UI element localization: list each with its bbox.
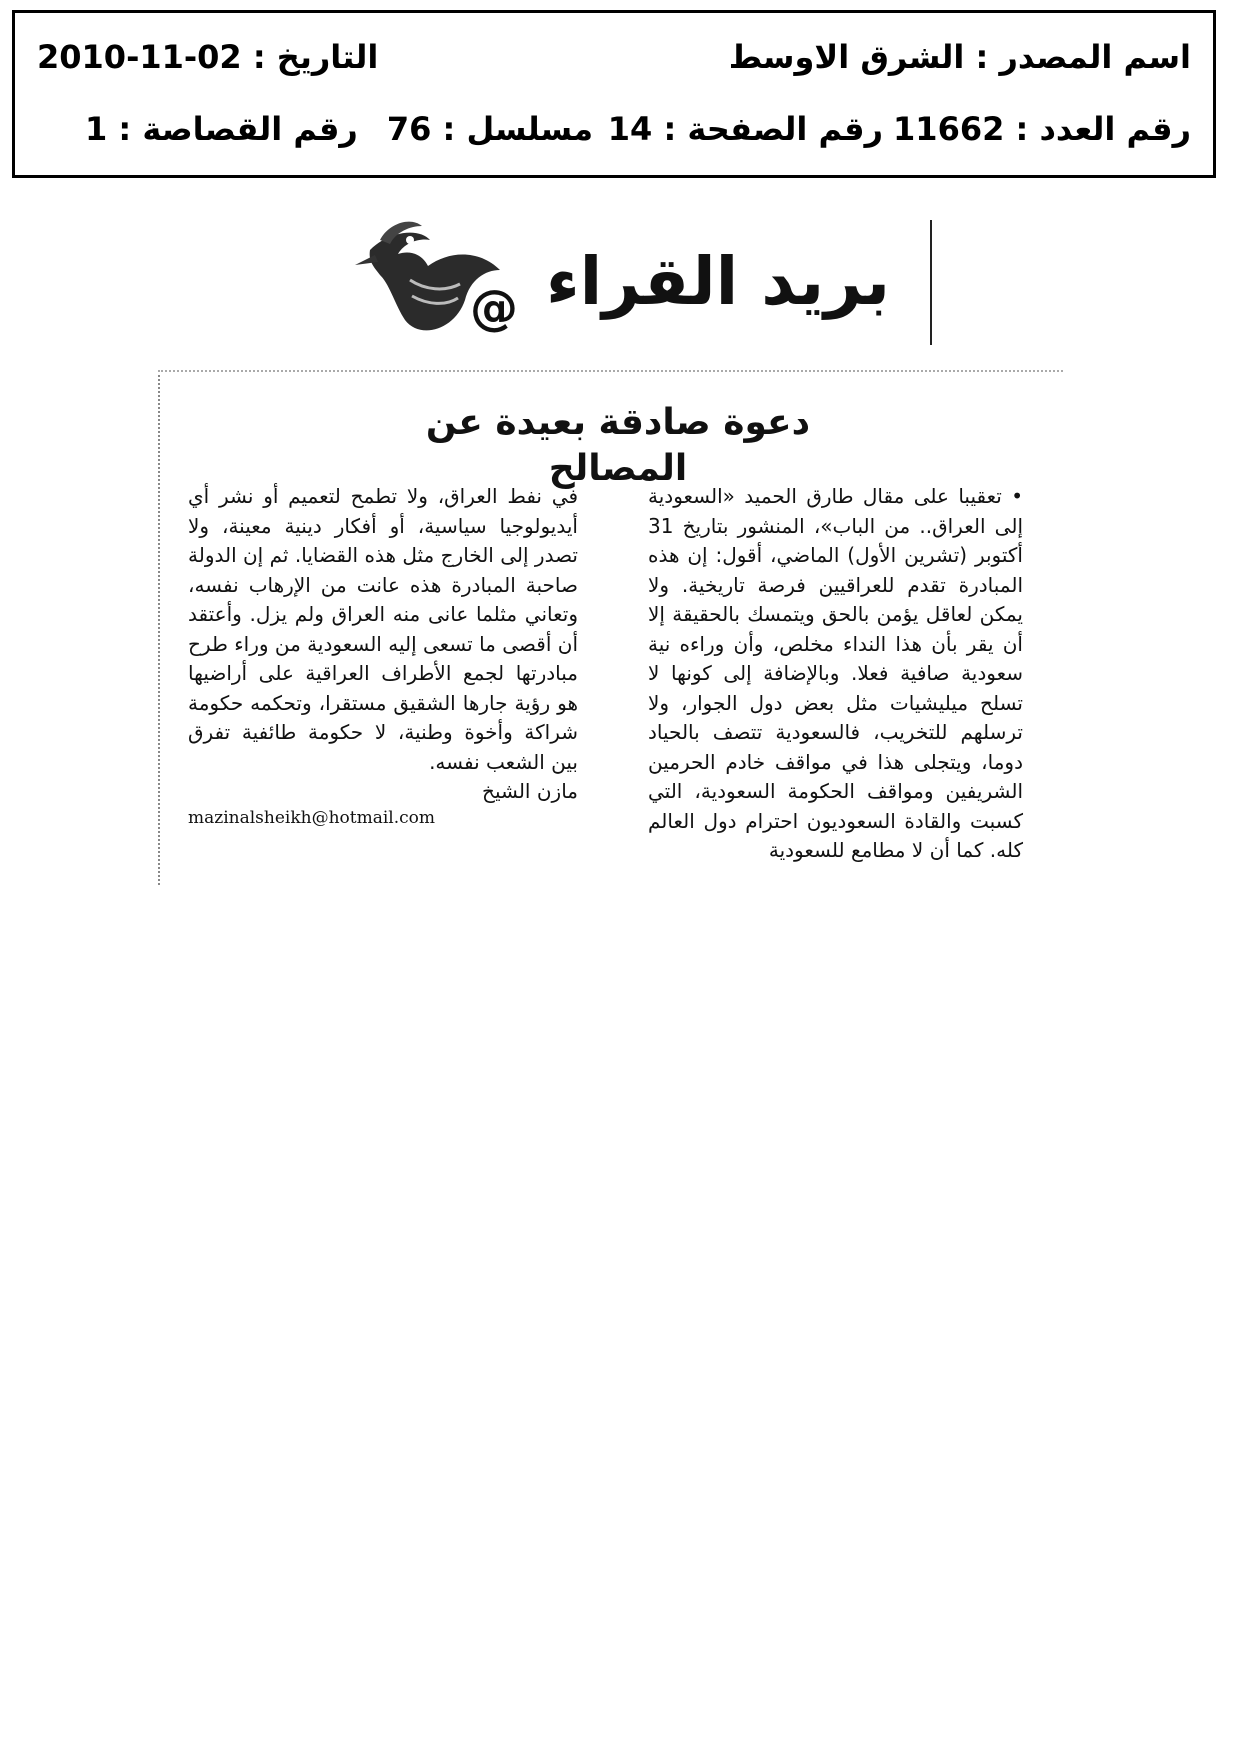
page-field — [608, 109, 883, 149]
issue-label: رقم العدد : — [1015, 110, 1191, 148]
serial-field — [387, 109, 593, 149]
article-title: دعوة صادقة بعيدة عن المصالح — [425, 402, 811, 489]
article-column-left — [188, 482, 578, 831]
serial-value: 76 — [386, 110, 432, 148]
at-sign-icon: @ — [470, 280, 518, 336]
page-label: رقم الصفحة : — [663, 110, 883, 148]
section-divider — [930, 220, 932, 345]
bird-icon — [350, 210, 510, 350]
page-value: 14 — [607, 110, 653, 148]
clip-label: رقم القصاصة : — [118, 110, 358, 148]
section-title: بريد القراء — [545, 243, 890, 320]
article-paragraph: • تعقيبا على مقال طارق الحميد «السعودية إلى العراق.. من الباب»، المنشور بتاريخ 31 أكتوبر (تشرين الأول) الماضي، أقول: إن هذه المبادرة تقدم للعراقيين فرصة تاريخية. ولا يمكن لعاقل يؤمن بالحق ويتمسك بالحقيقة إلا أن يقر بأن هذا النداء مخلص، وأن وراءه نية سعودية صافية فعلا. وبالإضافة إلى كونها لا تسلح ميليشيات مثل بعض دول الجوار، ولا ترسلهم للتخريب، فالسعودية تتصف بالحياد دوما، ويتجلى هذا في مواقف خادم الحرمين الشريفين ومواقف الحكومة السعودية، التي كسبت والقادة السعوديون احترام دول العالم كله. كما أن لا مطامع للسعودية — [648, 484, 1023, 862]
clipping-info-box — [12, 10, 1216, 178]
clip-value: 1 — [85, 110, 108, 148]
issue-field — [893, 109, 1191, 149]
article-column-right — [648, 482, 1023, 866]
date-value: 2010-11-02 — [37, 38, 242, 76]
article-clipping — [158, 370, 1070, 890]
date-label: التاريخ : — [252, 38, 379, 76]
author-name: مازن الشيخ — [482, 779, 578, 803]
clipping-edge-left — [158, 370, 160, 885]
source-field — [729, 37, 1191, 77]
source-value: الشرق الاوسط — [728, 38, 965, 76]
source-label: اسم المصدر : — [975, 38, 1191, 76]
issue-value: 11662 — [893, 110, 1005, 148]
clip-field — [85, 109, 358, 149]
article-paragraph: في نفط العراق، ولا تطمح لتعميم أو نشر أي أيديولوجيا سياسية، أو أفكار دينية معينة، ولا تصدر إلى الخارج مثل هذه القضايا. ثم إن الدولة صاحبة المبادرة هذه عانت من الإرهاب نفسه، وتعاني مثلما عانى منه العراق ولم يزل. وأعتقد أن أقصى ما تسعى إليه السعودية من وراء طرح مبادرتها لجمع الأطراف العراقية على أراضيها هو رؤية جارها الشقيق مستقرا، وتحكمه حكومة شراكة وأخوة وطنية، لا حكومة طائفية تفرق بين الشعب نفسه. — [188, 484, 578, 774]
section-header — [350, 210, 940, 360]
date-field — [37, 37, 378, 77]
author-email: mazinalsheikh@hotmail.com — [188, 808, 436, 828]
serial-label: مسلسل : — [442, 110, 593, 148]
clipping-edge-top — [158, 370, 1063, 372]
